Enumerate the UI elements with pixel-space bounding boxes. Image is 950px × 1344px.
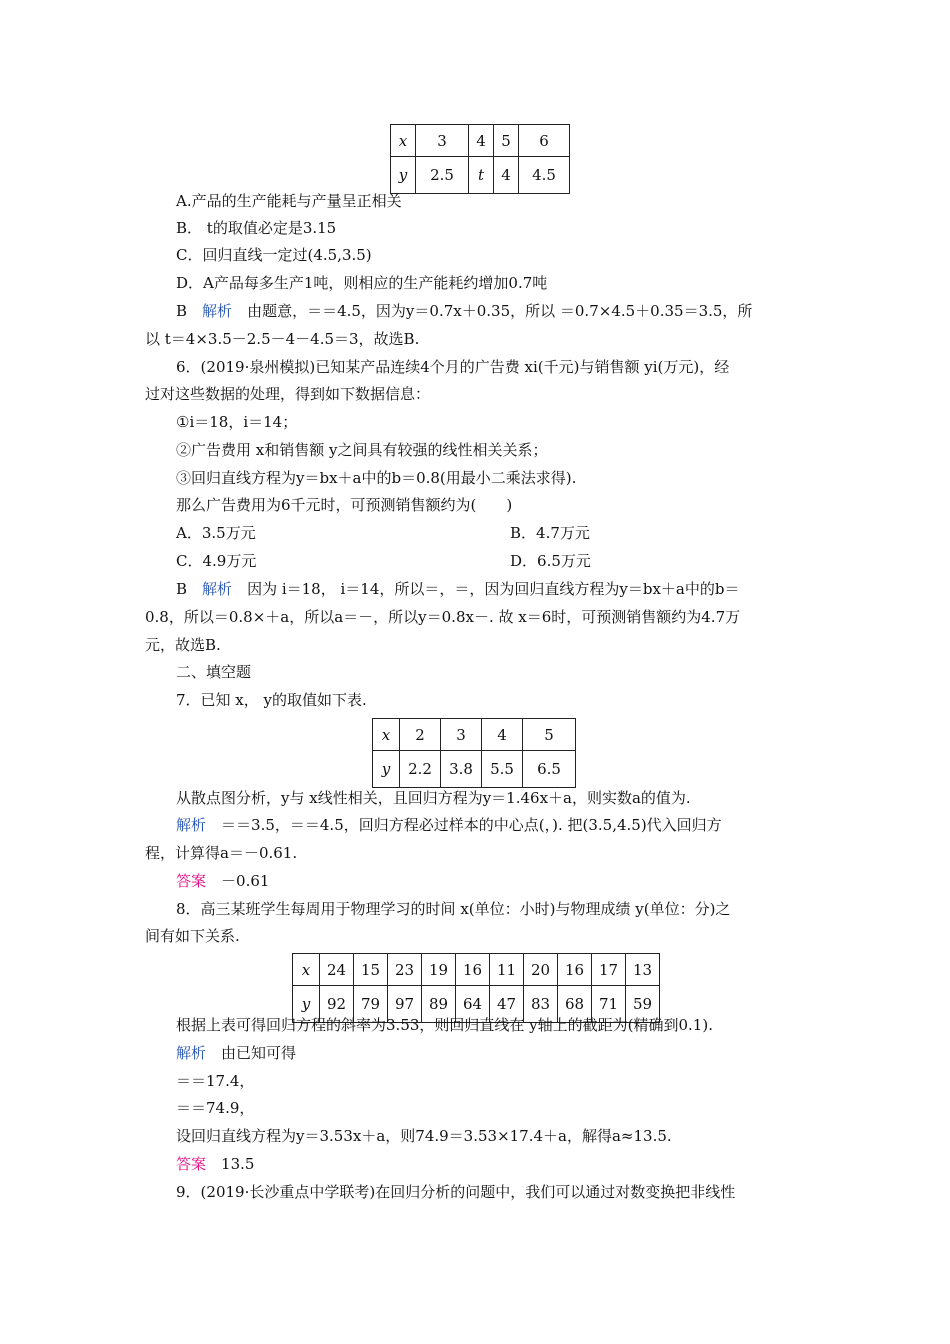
q7-solution-line2: 程，计算得a＝－0.61. bbox=[145, 844, 298, 862]
q8-answer-line bbox=[176, 1153, 841, 1175]
q8-solution-label: 解析 bbox=[176, 1044, 207, 1062]
q6-stem-line1: 6．(2019·泉州模拟)已知某产品连续4个月的广告费 xi(千元)与销售额 yi(万元)，经 bbox=[176, 358, 730, 376]
q8-question: 根据上表可得回归方程的斜率为3.53，则回归直线在 y轴上的截距为(精确到0.1). bbox=[176, 1016, 713, 1034]
q7-answer-label: 答案 bbox=[176, 872, 207, 890]
q6-question: 那么广告费用为6千元时，可预测销售额约为( ) bbox=[176, 496, 513, 514]
q6-info-2: ②广告费用 x和销售额 y之间具有较强的线性相关关系； bbox=[176, 441, 548, 459]
table-row: y 2.5 t 4 4.5 bbox=[391, 157, 570, 194]
q6-info-3: ③回归直线方程为y＝bx＋a中的b＝0.8(用最小二乘法求得). bbox=[176, 469, 577, 487]
q7-solution-line1: 解析 ＝＝3.5，＝＝4.5，回归方程必过样本的中心点(，). 把(3.5,4.5)代入回归方 bbox=[176, 816, 722, 834]
q5-solution-line2: 以 t＝4×3.5－2.5－4－4.5＝3，故选B. bbox=[145, 330, 420, 348]
q6-option-d: D．6.5万元 bbox=[510, 552, 591, 570]
q8-solution-line2: ＝＝74.9， bbox=[176, 1099, 255, 1117]
q6-solution-line1: B 解析 因为 i＝18， i＝14，所以＝，＝，因为回归直线方程为y＝bx＋a中的b＝ bbox=[176, 580, 740, 598]
q6-option-a: A．3.5万元 bbox=[176, 524, 256, 542]
q8-stem-line1: 8．高三某班学生每周用于物理学习的时间 x(单位：小时)与物理成绩 y(单位：分)之 bbox=[176, 900, 731, 918]
q6-solution-line3: 元，故选B. bbox=[145, 636, 221, 654]
table-row: x 24 15 23 19 16 11 20 16 17 13 bbox=[293, 954, 660, 986]
q5-option-c: C．回归直线一定过(4.5,3.5) bbox=[176, 246, 372, 264]
q7-data-table bbox=[372, 718, 576, 788]
q7-solution-label: 解析 bbox=[176, 816, 207, 834]
q6-info-1: ①i＝18，i＝14； bbox=[176, 413, 298, 431]
table-row: y 92 79 97 89 64 47 83 68 71 59 bbox=[293, 986, 660, 1023]
q7-answer-value: －0.61 bbox=[221, 872, 270, 890]
q5-solution-line1: B 解析 由题意，＝＝4.5，因为y＝0.7x＋0.35，所以 ＝0.7×4.5＋0.35＝3.5，所 bbox=[176, 302, 753, 320]
q6-stem-line2: 过对这些数据的处理，得到如下数据信息： bbox=[145, 385, 431, 403]
q5-option-b: B． t的取值必定是3.15 bbox=[176, 219, 337, 237]
q5-answer: B bbox=[176, 302, 188, 320]
q8-solution-line1: ＝＝17.4， bbox=[176, 1072, 255, 1090]
q5-option-d: D．A产品每多生产1吨，则相应的生产能耗约增加0.7吨 bbox=[176, 274, 548, 292]
q6-answer: B bbox=[176, 580, 188, 598]
q8-data-table bbox=[292, 953, 660, 1023]
section-title: 二、填空题 bbox=[176, 663, 252, 681]
q8-solution-line3: 设回归直线方程为y＝3.53x＋a，则74.9＝3.53×17.4＋a，解得a≈13.5. bbox=[176, 1127, 672, 1145]
q8-stem-line2: 间有如下关系. bbox=[145, 927, 240, 945]
q6-option-b: B．4.7万元 bbox=[510, 524, 590, 542]
q6-solution-label: 解析 bbox=[202, 580, 233, 598]
q5-data-table bbox=[390, 124, 570, 194]
q7-stem: 7．已知 x， y的取值如下表. bbox=[176, 691, 367, 709]
q8-answer-label: 答案 bbox=[176, 1155, 207, 1173]
q5-option-a: A.产品的生产能耗与产量呈正相关 bbox=[176, 192, 402, 210]
table-row: x 3 4 5 6 bbox=[391, 125, 570, 157]
q7-question: 从散点图分析，y与 x线性相关，且回归方程为y＝1.46x＋a，则实数a的值为. bbox=[176, 789, 691, 807]
q8-answer-value: 13.5 bbox=[221, 1155, 255, 1173]
q9-stem-line1: 9．(2019·长沙重点中学联考)在回归分析的问题中，我们可以通过对数变换把非线性 bbox=[176, 1183, 736, 1201]
q5-solution-label: 解析 bbox=[202, 302, 233, 320]
table-row: x 2 3 4 5 bbox=[373, 719, 576, 751]
table-row: y 2.2 3.8 5.5 6.5 bbox=[373, 751, 576, 788]
q8-solution-line0: 解析 由已知可得 bbox=[176, 1044, 297, 1062]
q6-option-c: C．4.9万元 bbox=[176, 552, 257, 570]
q6-solution-line2: 0.8，所以＝0.8×＋a，所以a＝－，所以y＝0.8x－. 故 x＝6时，可预测销售额约为4.7万 bbox=[145, 608, 741, 626]
q7-answer-line bbox=[176, 870, 841, 892]
